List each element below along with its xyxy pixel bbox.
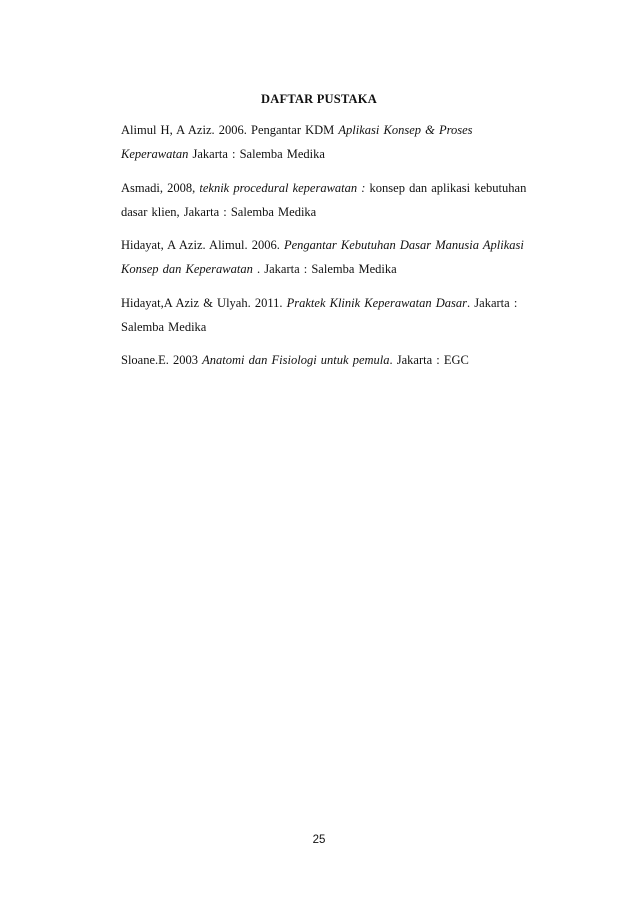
reference-entry [121, 176, 541, 224]
reference-publisher: Jakarta : Salemba Medika [188, 147, 325, 161]
page-number: 25 [312, 834, 326, 846]
reference-publisher: . Jakarta : Salemba Medika [252, 262, 397, 276]
reference-entry [121, 118, 541, 166]
reference-publisher: . Jakarta : EGC [389, 353, 469, 367]
reference-list [121, 118, 541, 382]
page-title: DAFTAR PUSTAKA [261, 92, 377, 106]
reference-text: Hidayat,A Aziz & Ulyah. 2011. [121, 295, 287, 310]
reference-publisher: . Jakarta : Salemba Medika [121, 295, 518, 334]
reference-text: Hidayat, A Aziz. Alimul. 2006. [121, 238, 284, 252]
reference-title: Praktek Klinik Keperawatan Dasar [286, 295, 468, 310]
reference-text: Alimul H, A Aziz. 2006. Pengantar KDM [121, 123, 339, 137]
reference-publisher: konsep dan aplikasi kebutuhan dasar klien, Jakarta : Salemba Medika [121, 180, 527, 219]
reference-text: Sloane.E. 2003 [121, 353, 203, 367]
reference-title: Anatomi dan Fisiologi untuk pemula [202, 353, 390, 367]
reference-entry [121, 291, 541, 339]
reference-title: teknik procedural keperawatan : [199, 180, 366, 195]
reference-entry [121, 348, 541, 372]
reference-text: Asmadi, 2008, [121, 180, 200, 195]
reference-entry [121, 233, 541, 281]
reference-title: Pengantar Kebutuhan Dasar Manusia Aplikasi Konsep dan Keperawatan [121, 238, 524, 276]
reference-title: Aplikasi Konsep & Proses Keperawatan [121, 123, 473, 161]
